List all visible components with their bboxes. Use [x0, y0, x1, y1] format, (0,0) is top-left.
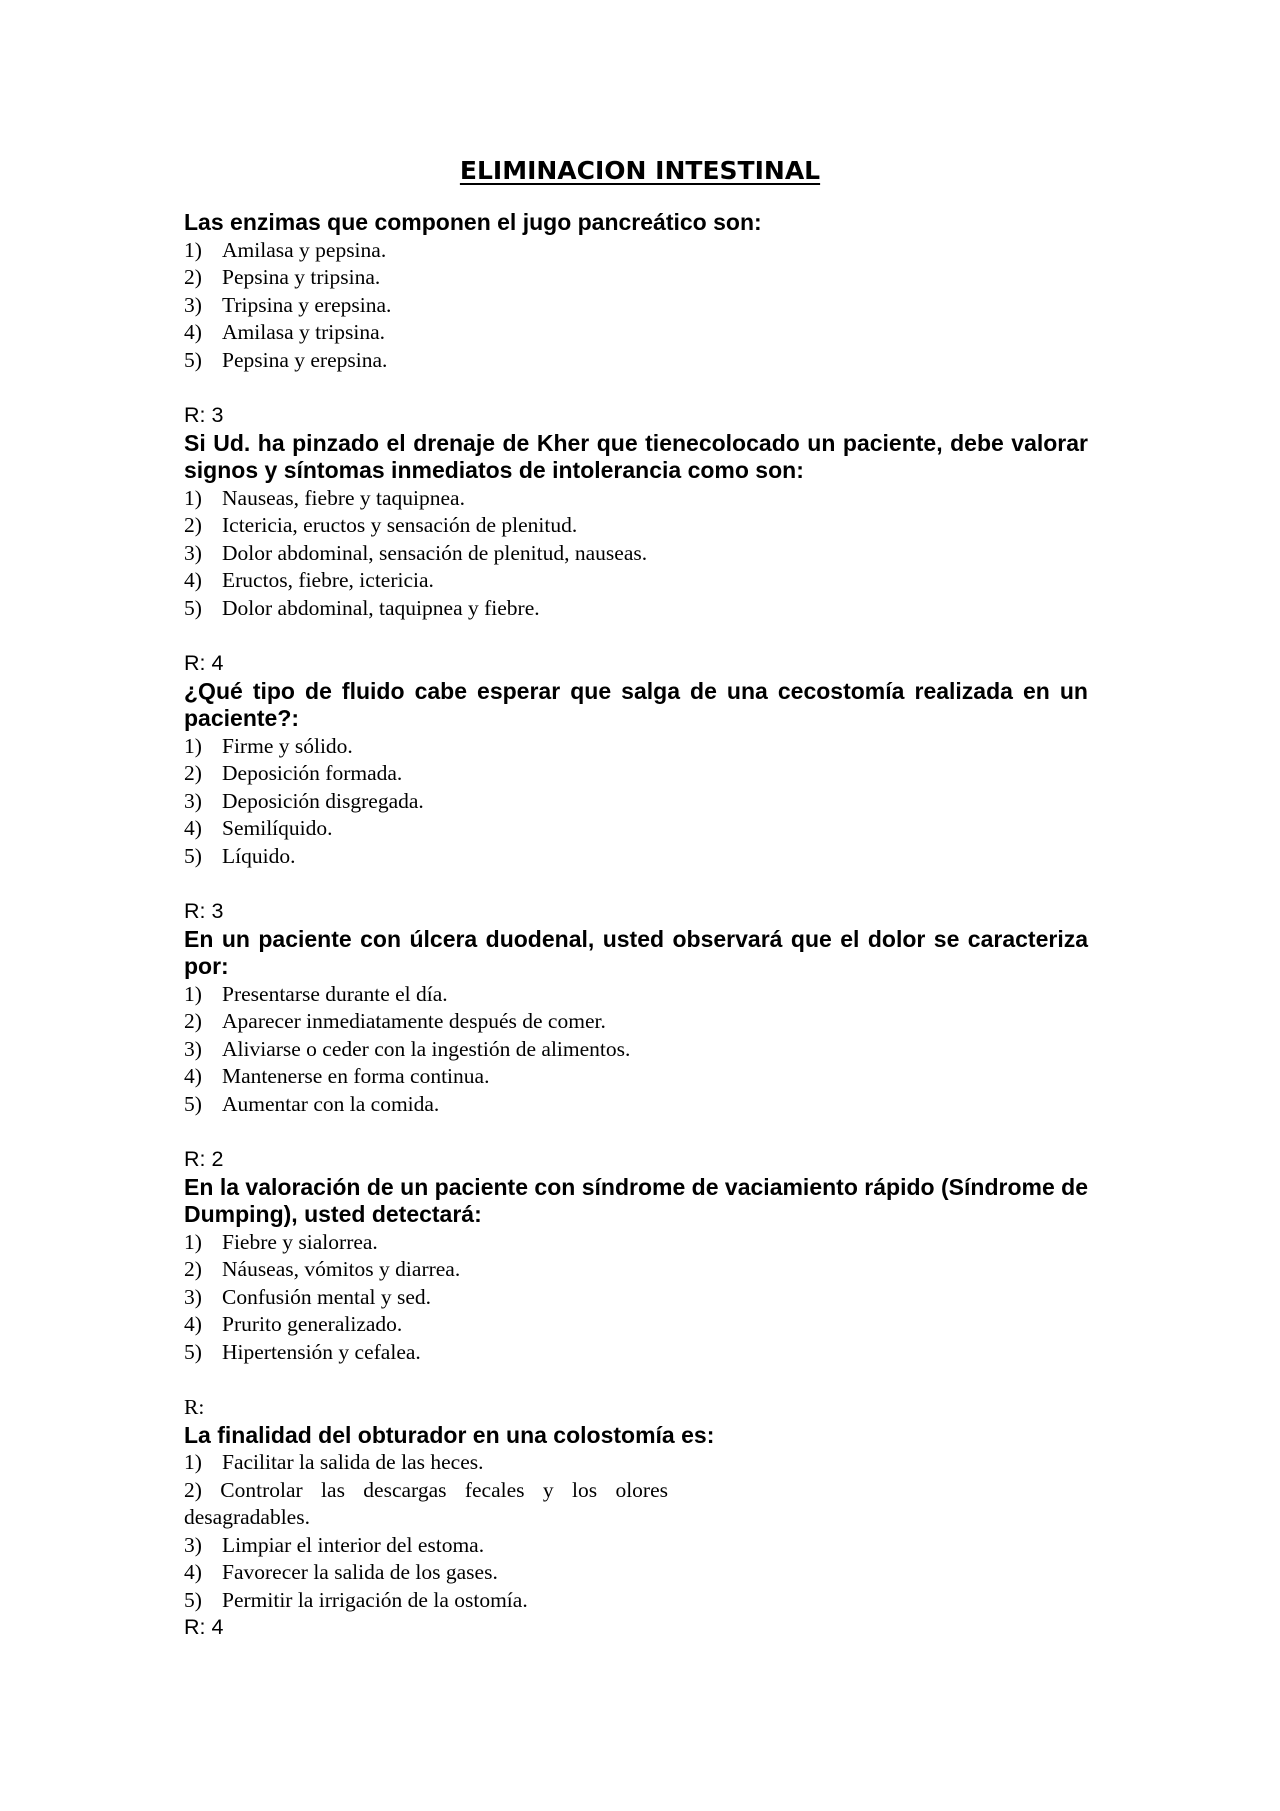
option — [184, 843, 1088, 871]
question-text: Las enzimas que componen el jugo pancreático son: — [184, 209, 762, 235]
option — [184, 264, 1088, 292]
option-number: 4) — [184, 1560, 202, 1584]
answer: R: — [184, 1395, 205, 1419]
option-text: Aumentar con la comida. — [222, 1091, 440, 1116]
option-number: 2) — [184, 513, 202, 537]
option-number: 3) — [184, 1036, 202, 1061]
option-number: 4) — [184, 1312, 202, 1336]
option-text: Facilitar la salida de las heces. — [222, 1450, 484, 1474]
option — [184, 1284, 1088, 1312]
option — [184, 1091, 1088, 1119]
answer: R: 4 — [184, 1615, 224, 1639]
option-text: Aparecer inmediatamente después de comer. — [222, 1009, 606, 1033]
option-text: Limpiar el interior del estoma. — [222, 1532, 485, 1557]
answer: R: 3 — [184, 899, 224, 923]
option — [184, 1229, 1088, 1257]
option — [184, 1256, 1088, 1284]
option-text: Náuseas, vómitos y diarrea. — [222, 1257, 461, 1281]
option-text: Eructos, fiebre, ictericia. — [222, 568, 434, 592]
option-number: 1) — [184, 981, 202, 1006]
option-text: Favorecer la salida de los gases. — [222, 1560, 498, 1584]
option-number: 1) — [184, 733, 202, 758]
option-text: Fiebre y sialorrea. — [222, 1229, 378, 1254]
option — [184, 788, 1088, 816]
option-number: 4) — [184, 1064, 202, 1088]
option — [184, 815, 1088, 843]
option-text: Controlar las descargas fecales y los olores desagradables. — [184, 1477, 669, 1529]
option-number: 4) — [184, 320, 202, 344]
option — [184, 292, 1088, 320]
option — [184, 1008, 1088, 1036]
option — [184, 540, 1088, 568]
option-number: 2) — [184, 1477, 202, 1502]
answer: R: 4 — [184, 651, 224, 675]
option — [184, 1532, 1088, 1560]
option-number: 5) — [184, 347, 202, 372]
document-body — [184, 209, 1088, 1642]
option — [184, 485, 1088, 513]
question-block — [184, 1174, 1088, 1422]
option-text: Hipertensión y cefalea. — [222, 1339, 421, 1364]
option-text: Confusión mental y sed. — [222, 1284, 432, 1309]
option-text: Firme y sólido. — [222, 733, 353, 758]
option-number: 1) — [184, 485, 202, 510]
question-block — [184, 678, 1088, 926]
option-text: Mantenerse en forma continua. — [222, 1064, 490, 1088]
option-text: Deposición disgregada. — [222, 788, 424, 813]
option-text: Dolor abdominal, sensación de plenitud, nauseas. — [222, 540, 648, 565]
option — [184, 1559, 1088, 1587]
option-number: 4) — [184, 568, 202, 592]
option-number: 5) — [184, 595, 202, 620]
option — [184, 237, 1088, 265]
option-number: 2) — [184, 265, 202, 289]
option — [184, 1477, 668, 1532]
option-text: Ictericia, eructos y sensación de plenitud. — [222, 513, 578, 537]
option — [184, 319, 1088, 347]
option-text: Nauseas, fiebre y taquipnea. — [222, 485, 465, 510]
option-text: Tripsina y erepsina. — [222, 292, 392, 317]
question-text: ¿Qué tipo de fluido cabe esperar que salga de una cecostomía realizada en un paciente?: — [184, 677, 1088, 731]
question-block — [184, 1422, 1088, 1642]
option-number: 3) — [184, 1532, 202, 1557]
option — [184, 1311, 1088, 1339]
option-text: Presentarse durante el día. — [222, 981, 448, 1006]
option — [184, 1449, 1088, 1477]
option-number: 1) — [184, 1450, 202, 1474]
option-number: 3) — [184, 540, 202, 565]
option-text: Aliviarse o ceder con la ingestión de alimentos. — [222, 1036, 631, 1061]
option-text: Amilasa y tripsina. — [222, 320, 386, 344]
option-number: 2) — [184, 761, 202, 785]
option — [184, 512, 1088, 540]
answer: R: 3 — [184, 403, 224, 427]
question-block — [184, 926, 1088, 1174]
option — [184, 1036, 1088, 1064]
option — [184, 1587, 1088, 1615]
option-number: 3) — [184, 1284, 202, 1309]
option-number: 4) — [184, 816, 202, 840]
option — [184, 567, 1088, 595]
question-text: En un paciente con úlcera duodenal, usted observará que el dolor se caracteriza por: — [184, 925, 1088, 979]
question-text: En la valoración de un paciente con síndrome de vaciamiento rápido (Síndrome de Dumping), usted detectará: — [184, 1173, 1088, 1227]
option-text: Semilíquido. — [222, 816, 333, 840]
option-text: Pepsina y erepsina. — [222, 347, 388, 372]
option-text: Deposición formada. — [222, 761, 403, 785]
option — [184, 760, 1088, 788]
option-text: Dolor abdominal, taquipnea y fiebre. — [222, 595, 540, 620]
option-number: 1) — [184, 237, 202, 262]
option-number: 3) — [184, 292, 202, 317]
question-block — [184, 430, 1088, 678]
option-text: Permitir la irrigación de la ostomía. — [222, 1587, 528, 1612]
option-text: Líquido. — [222, 843, 296, 868]
option-text: Amilasa y pepsina. — [222, 237, 387, 262]
option-text: Pepsina y tripsina. — [222, 265, 381, 289]
option-number: 5) — [184, 843, 202, 868]
option-number: 3) — [184, 788, 202, 813]
option-number: 1) — [184, 1229, 202, 1254]
question-text: La finalidad del obturador en una colostomía es: — [184, 1421, 715, 1448]
answer: R: 2 — [184, 1147, 224, 1171]
option — [184, 981, 1088, 1009]
option — [184, 1339, 1088, 1367]
option-number: 5) — [184, 1091, 202, 1116]
option — [184, 733, 1088, 761]
option — [184, 347, 1088, 375]
option — [184, 1063, 1088, 1091]
page-title: ELIMINACION INTESTINAL — [459, 156, 821, 185]
question-text: Si Ud. ha pinzado el drenaje de Kher que tienecolocado un paciente, debe valorar signos y síntomas inmediatos de intolerancia como son: — [184, 429, 1088, 483]
question-block — [184, 209, 1088, 430]
option-number: 2) — [184, 1257, 202, 1281]
option-number: 5) — [184, 1339, 202, 1364]
option-number: 2) — [184, 1009, 202, 1033]
option-number: 5) — [184, 1587, 202, 1612]
option-text: Prurito generalizado. — [222, 1312, 403, 1336]
option — [184, 595, 1088, 623]
